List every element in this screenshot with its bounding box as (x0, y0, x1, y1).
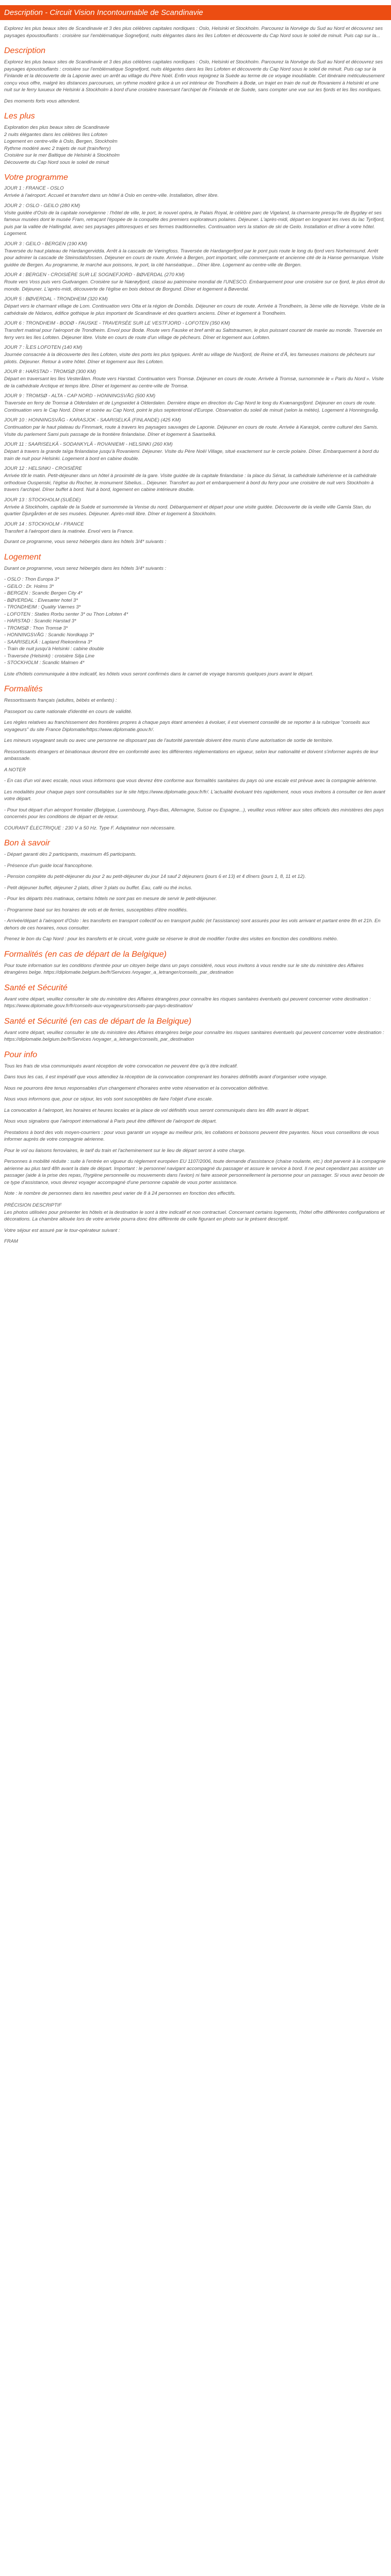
day-text: Départ en traversant les îles Vesterålen. Route vers Harstad. Continuation vers Tromsø. Déjeuner en cours de route. Arrivée à Tromsø, surnommée le « Paris du Nord ». Visite de la cathédrale Arctique et temps libre. Dîner et logement au centre-ville de Tromsø. (4, 376, 384, 389)
day-text: Arrivée tôt le matin. Petit-déjeuner dans un hôtel à proximité de la gare. Visite guidée de la capitale finlandaise : la place du Sénat, la cathédrale luthérienne et la cathédrale orthodoxe Ouspenski, l'église du Rocher, le monument Sibelius... Déjeuner. Transfert au port et embarquement à bord du ferry pour une croisière de nuit vers Stockholm à travers l'archipel. Dîner buffet à bord. Nuit à bord, logement en cabine intérieure double. (4, 473, 377, 493)
page (0, 0, 391, 1249)
hotel-list (0, 576, 391, 667)
bon-a-savoir-paragraph: - Pension complète du petit-déjeuner du jour 2 au petit-déjeuner du jour 14 sauf 2 déjeuners (jours 6 et 13) et 4 dîners (jours 1, 8, 11 et 12). (4, 874, 306, 879)
day-title: JOUR 6 : TRONDHEIM - BODØ - FAUSKE - TRAVERSÉE SUR LE VESTFJORD - LOFOTEN (350 KM) (4, 320, 230, 326)
pour-info-paragraph: Nous vous signalons que l'aéroport international à Paris peut être différent de l'aéroport de départ. (4, 1118, 217, 1124)
formalites-paragraph: COURANT ÉLECTRIQUE : 230 V à 50 Hz. Type F. Adaptateur non nécessaire. (4, 825, 176, 831)
bon-a-savoir-paragraph: - Présence d'un guide local francophone. (4, 862, 93, 869)
day-text: Transfert à l'aéroport dans la matinée. Envol vers la France. (4, 528, 134, 534)
formalites-paragraph: Les mineurs voyageant seuls ou avec une personne ne disposant pas de l'autorité parentale doivent être munis d'une autorisation de sortie de territoire. (4, 738, 333, 743)
logement-outro: Liste d'hôtels communiquée à titre indicatif, les hôtels vous seront confirmés dans le carnet de voyage transmis quelques jours avant le départ. (4, 671, 314, 677)
formalites-be-paragraph: Pour toute information sur les conditions d'entrée pour un citoyen belge dans un pays considéré, nous vous invitons à vous rendre sur le site du ministère des Affaires étrangères belge. https://diplomatie.belgium.be/fr/Services /voyager_a_letranger/conseils_par_destination (4, 962, 364, 975)
formalites-paragraph: - En cas d'un vol avec escale, nous vous informons que vous devrez être conforme aux formalités sanitaires du pays où une escale est prévue avec la compagnie aérienne. (4, 778, 378, 784)
precision-paragraph: Les photos utilisées pour présenter les hôtels et la destination le sont à titre indicatif et non contractuel. Concernant certains logements, l'hôtel offre différentes configurations et décorations. La chambre allouée lors de votre arrivée pourra donc être différente de celle figurant en photo sur le présent descriptif. (4, 1209, 385, 1222)
section-title-pour-info: Pour info (4, 1050, 38, 1059)
bon-a-savoir-paragraph: - Arrivée/départ à l'aéroport d'Oslo : les transferts en transport collectif ou en transport public (et l'assistance) sont assurés pour les vols arrivant et partant entre 8h et 21h. En dehors de ces horaires, nous consulter. (4, 918, 381, 931)
day-text: Transfert matinal pour l'aéroport de Trondheim. Envol pour Bodø. Route vers Fauske et bref arrêt au Saltstraumen, le plus puissant courant de marée au monde. Traversée en ferry vers les îles Lofoten. Déjeuner libre. Visite en cours de route d'un village de pêcheurs. Dîner et logement aux Lofoten. (4, 328, 382, 341)
formalites-paragraph: - Pour tout départ d'un aéroport frontalier (Belgique, Luxembourg, Pays-Bas, Allemagne, Suisse ou Espagne...), veuillez vous référer aux sites officiels des ministères des pays concernés pour les conditions de départ et de retour. (4, 807, 384, 820)
day-title: JOUR 1 : FRANCE - OSLO (4, 185, 64, 191)
day-title: JOUR 4 : BERGEN - CROISIÈRE SUR LE SOGNEFJORD - BØVERDAL (270 KM) (4, 272, 185, 278)
pour-info-paragraph: Pour le vol ou liaisons ferroviaires, le tarif du train et l'acheminement sur le lieu de départ seront à votre charge. (4, 1147, 246, 1154)
les-plus-list (0, 124, 391, 166)
formalites-paragraph: Ressortissants étrangers et binationaux devront être en conformité avec les différentes réglementations en vigueur, selon leur nationalité et doivent s'informer auprès de leur ambassade. (4, 749, 379, 761)
formalites-paragraph: Ressortissants français (adultes, bébés et enfants) : (4, 698, 117, 703)
section-title-formalites: Formalités (4, 685, 43, 693)
list-item: Découverte du Cap Nord sous le soleil de minuit (4, 159, 109, 165)
list-item: - OSLO : Thon Europa 3* (4, 577, 59, 582)
formalites-paragraph: Passeport ou carte nationale d'identité en cours de validité. (4, 708, 133, 715)
day-title: JOUR 2 : OSLO - GEILO (280 KM) (4, 202, 80, 209)
day-title: JOUR 9 : TROMSØ - ALTA - CAP NORD - HONNINGSVÅG (500 KM) (4, 393, 156, 399)
day-text: Départ à travers la grande taïga finlandaise jusqu'à Rovaniemi. Déjeuner. Visite du Père Noël Village, situé exactement sur le cercle polaire. Dîner. Embarquement à bord du train de nuit pour Helsinki. Logement à bord en cabine double. (4, 449, 379, 462)
day-title: JOUR 14 : STOCKHOLM - FRANCE (4, 521, 84, 527)
day-title: JOUR 8 : HARSTAD - TROMSØ (300 KM) (4, 369, 96, 375)
day-title: JOUR 5 : BØVERDAL - TRONDHEIM (320 KM) (4, 296, 108, 302)
list-item: - LOFOTEN : Statles Rorbu senter 3* ou Thon Lofoten 4* (4, 611, 128, 617)
list-item: - Traversée (Helsinki) : croisière Silja Line (4, 653, 95, 659)
section-title-les-plus: Les plus (4, 112, 35, 121)
pour-info-paragraph: La convocation à l'aéroport, les horaires et heures locales et la place de vol définitifs vous seront communiqués dans les 48h avant le départ. (4, 1107, 310, 1113)
formalites-paragraph: Les modalités pour chaque pays sont consultables sur le site https://www.diplomatie.gouv.fr/fr/. L'actualité évoluant très rapidement, nous vous invitons à consulter ce lien avant votre départ. (4, 789, 385, 802)
section-title-programme: Votre programme (4, 173, 68, 182)
description-paragraph: Explorez les plus beaux sites de Scandinavie et 3 des plus célèbres capitales nordiques : Oslo, Helsinki et Stockholm. Parcourez la Norvège du Sud au Nord et découvrez ses paysages époustouflants : croisière sur l'emblématique Sognefjord, nuits élégantes dans les îles Lofoten et découverte du Cap Nord sous le soleil de minuit. Puis cap sur la Finlande et la découverte de la Laponie avec un arrêt au village du Père Noël. Enfin vous rejoignez la Suède au terme de ce voyage inoubliable. Cet itinéraire méticuleusement conçu vous offre, malgré les distances parcourues, un rythme modéré grâce à un vol intérieur de Trondheim à Bodø, un trajet en train de nuit de Rovaniemi à Helsinki et une nuit sur le ferry luxueux de Helsinki à Stockholm à bord d'une croisière traversant l'archipel de Finlande et de Suède, sans compter une vue sur les fjords et les îles nordiques. (4, 59, 385, 93)
day-text: Départ vers le charmant village de Lom. Continuation vers Otta et la région de Dombås. Déjeuner en cours de route. Arrivée à Trondheim, la 3ème ville de Norvège. Visite de la cathédrale de Nidaros, édifice gothique le plus important de Scandinavie et des quartiers anciens. Dîner et logement à Trondheim. (4, 303, 385, 316)
list-item: - SAARISELKÄ : Lapland Riekonlinna 3* (4, 639, 92, 645)
programme-note: Durant ce programme, vous serez hébergés dans les hôtels 3/4* suivants : (4, 539, 167, 545)
section-title-logement: Logement (4, 552, 41, 562)
programme-days (0, 185, 391, 546)
bon-a-savoir-paragraph: - Petit déjeuner buffet, déjeuner 2 plats, dîner 3 plats ou buffet. Eau, café ou thé inclus. (4, 885, 192, 891)
list-item: Exploration des plus beaux sites de Scandinavie (4, 125, 109, 130)
pour-info-paragraph: Nous vous informons que, pour ce séjour, les vols sont susceptibles de faire l'objet d'une escale. (4, 1096, 213, 1102)
list-item: - HONNINGSVÅG : Scandic Nordkapp 3* (4, 632, 94, 638)
bon-a-savoir-paragraph: - Pour les départs très matinaux, certains hôtels ne sont pas en mesure de servir le petit-déjeuner. (4, 896, 217, 902)
page-title: Description - Circuit Vision Incontournable de Scandinavie (0, 5, 391, 20)
intro-text: Explorez les plus beaux sites de Scandinavie et 3 des plus célèbres capitales nordiques : Oslo, Helsinki et Stockholm. Parcourez la Norvège du Sud au Nord et découvrez ses paysages époustouflants : croisière sur l'emblématique Sognefjord, nuits élégantes dans les îles Lofoten et découverte du Cap Nord sous le soleil de minuit. Puis cap sur la... (4, 26, 383, 39)
day-text: Journée consacrée à la découverte des îles Lofoten, visite des ports les plus typiques. Arrêt au village de Nusfjord, de Reine et d'Å, les fameuses maisons de pêcheurs sur pilotis. Déjeuner. Retour à votre hôtel. Dîner et logement aux îles Lofoten. (4, 352, 376, 365)
day-text: Continuation par le haut plateau du Finnmark, route à travers les paysages sauvages de Laponie. Déjeuner en cours de route. Arrivée à Karasjok, centre culturel des Samis. Visite du parlement Sami puis passage de la frontière finlandaise. Dîner et logement à Saariselkä. (4, 425, 379, 437)
list-item: - Train de nuit jusqu'à Helsinki : cabine double (4, 646, 104, 652)
list-item: 2 nuits élégantes dans les célèbres îles Lofoten (4, 131, 108, 138)
list-item: - HARSTAD : Scandic Harstad 3* (4, 618, 76, 624)
list-item: - TRONDHEIM : Quality Værnes 3* (4, 604, 81, 610)
precision-paragraph: Votre séjour est assuré par le tour-opérateur suivant : (4, 1227, 120, 1233)
section-title-bon-a-savoir: Bon à savoir (4, 839, 50, 848)
day-title: JOUR 7 : ÎLES LOFOTEN (140 KM) (4, 345, 83, 350)
day-text: Route vers Voss puis vers Gudvangen. Croisière sur le Nærøyfjord, classé au patrimoine mondial de l'UNESCO. Embarquement pour une croisière sur ce fjord, le plus étroit du monde. Déjeuner. L'après-midi, découverte de l'église en bois debout de Borgund. Dîner et logement à Bøverdal. (4, 279, 385, 292)
day-text: Arrivée à l'aéroport. Accueil et transfert dans un hôtel à Oslo en centre-ville. Installation, dîner libre. (4, 193, 219, 198)
pour-info-paragraph: Prestations à bord des vols moyen-courriers : pour vous garantir un voyage au meilleur prix, les collations et boissons peuvent être payantes. Nous vous conseillons de vous informer auprès de votre compagnie aérienne. (4, 1129, 379, 1142)
precision-title: PRÉCISION DESCRIPTIF (4, 1202, 62, 1208)
section-title-description: Description (4, 46, 46, 55)
bon-a-savoir-paragraph: - Programme basé sur les horaires de vols et de ferries, susceptibles d'être modifiés. (4, 907, 188, 913)
list-item: - STOCKHOLM : Scandic Malmen 4* (4, 660, 85, 666)
list-item: - TROMSØ : Thon Tromsø 3* (4, 625, 68, 631)
section-title-sante: Santé et Sécurité (4, 983, 68, 992)
formalites-paragraph: Les règles relatives au franchissement des frontières propres à chaque pays étant amenées à évoluer, il est vivement conseillé de se reporter à la rubrique "conseils aux voyageurs" du site France Diplomatie/https://www.diplomatie.gouv.fr/. (4, 720, 370, 733)
operator-name: FRAM (4, 1239, 18, 1244)
pour-info-paragraph: Note : le nombre de personnes dans les navettes peut varier de 8 à 24 personnes en fonction des effectifs. (4, 1191, 236, 1196)
pour-info-paragraph: Dans tous les cas, il est impératif que vous attendiez la réception de la convocation comprenant les horaires définitifs avant d'organiser votre voyage. (4, 1074, 328, 1080)
day-title: JOUR 10 : HONNINGSVÅG - KARASJOK - SAARISELKÄ (FINLANDE) (425 KM) (4, 417, 181, 423)
pour-info-paragraph: Nous ne pourrons être tenus responsables d'un changement d'horaires entre votre réservation et la convocation définitive. (4, 1085, 269, 1091)
section-title-formalites-be: Formalités (en cas de départ de la Belgique) (4, 950, 167, 959)
day-title: JOUR 13 : STOCKHOLM (SUÈDE) (4, 497, 81, 503)
list-item: - BØVERDAL : Elvesæter hotel 3* (4, 597, 78, 603)
list-item: Logement en centre-ville à Oslo, Bergen, Stockholm (4, 139, 118, 144)
list-item: Rythme modéré avec 2 trajets de nuit (train/ferry) (4, 145, 111, 151)
list-item: Croisière sur le mer Baltique de Helsinki à Stockholm (4, 152, 120, 158)
bon-a-savoir-paragraph: - Départ garanti dès 2 participants, maximum 45 participants. (4, 852, 137, 857)
bon-a-savoir-paragraph: Prenez le bon du Cap Nord : pour les transferts et le circuit, votre guide se réserve le droit de modifier l'ordre des visites en fonction des conditions météo. (4, 936, 338, 942)
pour-info-paragraph: Tous les frais de visa communiqués avant réception de votre convocation ne peuvent être qu'à titre indicatif. (4, 1063, 238, 1069)
list-item: - GEILO : Dr. Holms 3* (4, 583, 54, 589)
day-text: Traversée en ferry de Tromsø à Olderdalen et de Lyngseidet à Olderdalen. Dernière étape en direction du Cap Nord le long du Kvænangsfjord. Déjeuner en cours de route. Continuation vers le Cap Nord. Dîner et soirée au Cap Nord, point le plus septentrional d'Europe. Observation du soleil de minuit (selon la météo). Logement à Honningsvåg. (4, 400, 379, 413)
description-paragraph: Des moments forts vous attendent. (4, 98, 80, 104)
sante-be-paragraph: Avant votre départ, veuillez consulter le site du ministère des Affaires étrangères belge pour connaître les risques sanitaires éventuels qui peuvent concerner votre destination : https://diplomatie.belgium.be/fr/Services /voyager_a_letranger/conseils_par_destination (4, 1029, 384, 1042)
day-text: Traversée du haut plateau de Hardangervidda. Arrêt à la cascade de Vøringfoss. Traversée de Hardangerfjord par le pont puis route le long du fjord vers Norheimsund. Arrêt pour admirer la cascade de Steinsdalsfossen. Déjeuner en cours de route. Arrivée à Bergen, port important, ville commerçante et ancienne cité de la Hanse germanique. Visite guidée de Bergen. Au programme, le marché aux poissons, le port, la cité hanséatique... Dîner libre. Logement au centre-ville de Bergen. (4, 248, 384, 268)
logement-intro: Durant ce programme, vous serez hébergés dans les hôtels 3/4* suivants : (4, 565, 167, 571)
section-title-sante-be: Santé et Sécurité (en cas de départ de la Belgique) (4, 1016, 191, 1026)
day-title: JOUR 3 : GEILO - BERGEN (190 KM) (4, 241, 88, 247)
list-item: - BERGEN : Scandic Bergen City 4* (4, 590, 83, 596)
formalites-paragraph: A NOTER (4, 767, 26, 773)
pour-info-paragraph: Personnes à mobilité réduite : suite à l'entrée en vigueur du règlement européen EU 1107/2006, toute demande d'assistance (chaise roulante, etc.) doit parvenir à la compagnie aérienne au plus tard 48h avant la date de départ. Important : le personnel navigant accompagné du passager et assure le service à bord. Il ne peut cependant pas assister un passager (aide à la prise des repas, l'hygiène personnelle ou mouvements dans l'avion) ni faire asseoir personnellement la personne pour un passager. Si vous avez besoin de ce type d'assistance, vous devrez voyager accompagné d'une personne capable de vous porter assistance. (4, 1159, 386, 1185)
day-title: JOUR 12 : HELSINKI - CROISIÈRE (4, 466, 82, 471)
day-text: Visite guidée d'Oslo de la capitale norvégienne : l'hôtel de ville, le port, le nouvel opéra, le Palais Royal, le célèbre parc de Vigeland, la charmante presqu'île de Bygdøy et ses fameux musées dont le musée Fram, retraçant l'épopée de la conquête des premiers explorateurs polaires. Déjeuner. L'après-midi, départ en longeant les rives du lac Tyrifjord, puis par la vallée de Hallingdal, avec ses paysages pittoresques et ses fermes traditionnelles. Continuation vers la station de ski de Geilo. Installation et dîner à votre hôtel. Logement. (4, 210, 385, 236)
day-title: JOUR 11 : SAARISELKÄ - SODANKYLÄ - ROVANIEMI - HELSINKI (260 KM) (4, 442, 173, 447)
sante-paragraph: Avant votre départ, veuillez consulter le site du ministère des Affaires étrangères pour connaître les risques sanitaires éventuels qui peuvent concerner votre destination : https://www.diplomatie.gouv.fr/fr/conseils-aux-voyageurs/conseils-par-pays-destination/ (4, 996, 371, 1009)
day-text: Arrivée à Stockholm, capitale de la Suède et surnommée la Venise du nord. Débarquement et départ pour une visite guidée. Découverte de la vieille ville Gamla Stan, du quartier Djurgården et de ses musées. Déjeuner. Après-midi libre. Dîner et logement à Stockholm. (4, 504, 371, 517)
